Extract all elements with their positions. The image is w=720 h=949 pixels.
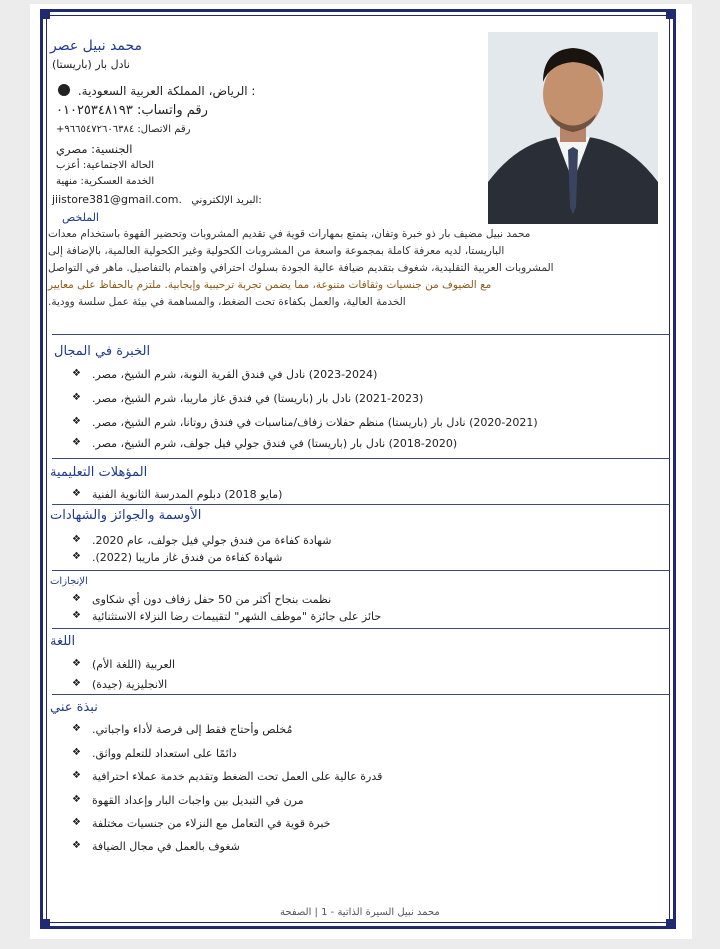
- whatsapp-number: رقم واتساب: ٠١٠٢٥٣٤٨١٩٣: [56, 103, 208, 118]
- language-item: الانجليزية (جيدة): [92, 678, 168, 691]
- bullet-icon: ❖: [72, 840, 81, 851]
- email-row: [52, 193, 262, 206]
- education-title: المؤهلات التعليمية: [50, 465, 148, 480]
- page-footer: محمد نبيل السيرة الذاتية - 1 | الصفحة: [280, 907, 440, 918]
- border-corner: [666, 919, 676, 929]
- email-label: البريد الإلكتروني:: [191, 195, 262, 206]
- summary-line: مع الضيوف من جنسيات وثقافات متنوعة، مما يضمن تجربة ترحيبية وإيجابية. ملتزم بالحفاظ على معايير: [48, 279, 492, 291]
- profile-photo: [488, 32, 658, 224]
- bullet-icon: ❖: [72, 610, 81, 621]
- bullet-icon: ❖: [72, 794, 81, 805]
- bullet-icon: ❖: [72, 416, 81, 427]
- bullet-icon: ❖: [72, 678, 81, 689]
- location-value: : الرياض، المملكة العربية السعودية.: [77, 84, 256, 98]
- bullet-icon: ❖: [72, 392, 81, 403]
- bullet-icon: ❖: [72, 437, 81, 448]
- location-text: [58, 84, 255, 98]
- job-role: نادل بار (باريستا): [52, 58, 130, 71]
- nationality: الجنسية: مصري: [56, 142, 133, 156]
- section-divider: [52, 628, 670, 629]
- experience-item: (2018-2020) نادل بار (باريستا) في فندق جولي فيل جولف، شرم الشيخ، مصر.: [92, 437, 458, 450]
- awards-title: الأوسمة والجوائز والشهادات: [50, 508, 202, 523]
- experience-item: (2021-2023) نادل بار (باريستا) في فندق غاز ماريبا، شرم الشيخ، مصر.: [92, 392, 424, 405]
- section-divider: [52, 334, 670, 335]
- summary-line: المشروبات العربية التقليدية، شغوف بتقديم ضيافة عالية الجودة بسلوك احترافي واهتمام بالتفاصيل. ماهر في التواصل: [48, 262, 554, 274]
- about-item: قدرة عالية على العمل تحت الضغط وتقديم خدمة عملاء احترافية: [92, 770, 383, 783]
- section-divider: [52, 694, 670, 695]
- award-item: شهادة كفاءة من فندق غاز ماريبا (2022).: [92, 551, 283, 564]
- language-title: اللغة: [50, 634, 76, 649]
- bullet-icon: ❖: [72, 488, 81, 499]
- bullet-icon: ❖: [72, 770, 81, 781]
- bullet-icon: ❖: [72, 593, 81, 604]
- summary-text: [48, 226, 608, 311]
- bullet-icon: ❖: [72, 723, 81, 734]
- award-item: شهادة كفاءة من فندق جولي فيل جولف، عام 2020.: [92, 534, 332, 547]
- about-item: مرن في التبديل بين واجبات البار وإعداد القهوة: [92, 794, 304, 807]
- experience-title: الخبرة في المجال: [54, 344, 151, 359]
- summary-line: محمد نبيل مضيف بار ذو خبرة وتفان، يتمتع بمهارات قوية في تقديم المشروبات وتحضير القهوة باستخدام معدات: [48, 228, 531, 240]
- about-item: دائمًا على استعداد للتعلم وواثق.: [92, 747, 237, 760]
- summary-line: الباريستا، لديه معرفة كاملة بمجموعة واسعة من المشروبات الكحولية وغير الكحولية العالمية، بالإضافة إلى: [48, 245, 505, 257]
- bullet-icon: ❖: [72, 747, 81, 758]
- education-item: (مايو 2018) دبلوم المدرسة الثانوية الفنية: [92, 488, 283, 501]
- about-item: خبرة قوية في التعامل مع النزلاء من جنسيات مختلفة: [92, 817, 331, 830]
- globe-icon: [58, 84, 70, 96]
- border-corner: [40, 9, 50, 19]
- achievement-item: حائز على جائزة "موظف الشهر" لتقييمات رضا النزلاء الاستثنائية: [92, 610, 382, 623]
- experience-item: (2023-2024) نادل في فندق القرية النوبة، شرم الشيخ، مصر.: [92, 368, 378, 381]
- phone-number: رقم الاتصال: ٩٦٦٥٤٧٢٦٠٦٣٨٤+: [56, 124, 191, 135]
- person-name: محمد نبيل عصر: [50, 38, 143, 54]
- achievements-title: الإنجازات: [50, 576, 88, 587]
- language-item: العربية (اللغة الأم): [92, 658, 176, 671]
- about-title: نبذة عني: [50, 700, 98, 715]
- border-corner: [40, 919, 50, 929]
- marital-status: الحالة الاجتماعية: أعزب: [56, 160, 154, 171]
- bullet-icon: ❖: [72, 817, 81, 828]
- cv-page: [30, 4, 692, 939]
- bullet-icon: ❖: [72, 658, 81, 669]
- section-divider: [52, 570, 670, 571]
- military-status: الخدمة العسكرية: منهية: [56, 176, 155, 187]
- bullet-icon: ❖: [72, 551, 81, 562]
- bullet-icon: ❖: [72, 534, 81, 545]
- section-divider: [52, 458, 670, 459]
- about-item: شغوف بالعمل في مجال الضيافة: [92, 840, 240, 853]
- achievement-item: نظمت بنجاح أكثر من 50 حفل زفاف دون أي شكاوى: [92, 593, 332, 606]
- border-corner: [666, 9, 676, 19]
- summary-title: الملخص: [62, 211, 99, 224]
- email-link[interactable]: jiistore381@gmail.com.: [52, 193, 183, 206]
- experience-item: (2020-2021) نادل بار (باريستا) منظم حفلات زفاف/مناسبات في فندق روتانا، شرم الشيخ، مصر.: [92, 416, 538, 429]
- about-item: مُخلص وأحتاج فقط إلى فرصة لأداء واجباتي.: [92, 723, 293, 736]
- bullet-icon: ❖: [72, 368, 81, 379]
- section-divider: [52, 504, 670, 505]
- summary-line: الخدمة العالية، والعمل بكفاءة تحت الضغط، والمساهمة في بيئة عمل سلسة وودية.: [48, 296, 406, 308]
